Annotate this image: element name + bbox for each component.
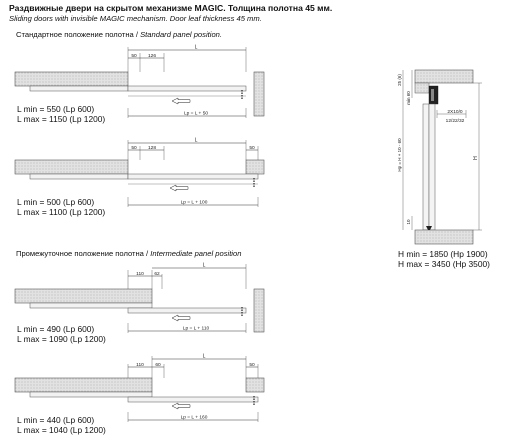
dim-label-h: H [473,156,479,160]
dim-label: 50 [131,146,137,151]
l-max-value: L max = 1100 (Lp 1200) [17,206,106,217]
section-heading-ru: Промежуточное положение полотна / [16,249,151,258]
dim-lp-label: Lp = L + 50 [183,111,209,117]
door-leaf [128,397,258,402]
section-heading-en: Intermediate panel position [150,249,242,258]
dim-label: 62 [154,272,160,277]
diagram-standard-2 [15,138,264,208]
door-leaf-pocket [30,86,128,91]
door-leaf [128,308,246,313]
page-title: Раздвижные двери на скрытом механизме MAGIC. Толщина полотна 45 мм. [9,3,333,13]
dim-label-top: 25 (6) [397,74,402,86]
dim-label-gap: 2X10/0 [447,110,463,115]
section-heading-ru: Стандартное положение полотна / [16,30,141,39]
dim-label: 128 [147,146,157,151]
dim-label: 126 [147,54,157,59]
door-leaf-section [429,104,435,230]
dim-label: 110 [136,363,144,368]
wall-left [15,160,128,174]
dim-label: 50 [249,146,255,151]
wall-right [246,378,264,392]
h-max-value: H max = 3450 (Hp 3500) [398,258,490,269]
slide-direction-arrow [170,185,188,191]
slide-direction-arrow [172,98,190,104]
door-leaf-pocket [30,392,152,397]
wall-right [254,289,264,332]
door-leaf-section [423,104,429,230]
page-subtitle: Sliding doors with invisible MAGIC mechanism. Door leaf thickness 45 mm. [9,14,262,23]
ceiling [415,70,473,83]
dim-label-hp: Hp = H + 10 - 60 [397,138,402,172]
dim-label-min: min 60 [406,91,411,105]
wall-right [254,72,264,116]
header-block [415,83,429,93]
door-leaf [128,174,258,179]
dim-label: 50 [249,363,255,368]
l-min-value: L min = 550 (Lp 600) [17,104,95,114]
diagram-standard-1 [15,45,264,119]
dim-lp-label: Lp = L + 110 [182,326,210,332]
door-leaf [128,86,246,91]
dim-lp-label: Lp = L + 100 [180,200,208,206]
dim-label-bottom: 10 [406,219,411,225]
l-min-value: L min = 440 (Lp 600) [17,415,95,425]
l-max-value: L max = 1040 (Lp 1200) [17,424,106,435]
wall-left [15,72,128,86]
slide-direction-arrow [172,403,190,409]
h-min-value: H min = 1850 (Hp 1900) [398,249,488,259]
diagram-intermediate-2 [15,354,264,423]
section-heading-en: Standard panel position. [140,30,222,39]
dim-l-label: L [202,262,206,269]
dim-label: 60 [155,363,161,368]
floor [415,230,473,244]
slide-direction-arrow [172,315,190,321]
vertical-section [397,70,482,244]
dim-label: 110 [136,272,144,277]
dim-label-thickness: 12/22/32 [445,119,465,124]
dim-label: 50 [131,54,137,59]
l-min-value: L min = 490 (Lp 600) [17,324,95,334]
wall-left [15,378,152,392]
dim-l-label: L [194,44,198,51]
wall-right [246,160,264,174]
diagram-intermediate-1 [15,263,264,334]
l-max-value: L max = 1090 (Lp 1200) [17,333,106,344]
dim-lp-label: Lp = L + 160 [180,415,208,421]
dim-l-label: L [194,137,198,144]
door-leaf-pocket [30,174,128,179]
dim-l-label: L [202,353,206,360]
wall-left [15,289,152,303]
l-min-value: L min = 500 (Lp 600) [17,197,95,207]
l-max-value: L max = 1150 (Lp 1200) [17,113,106,124]
mechanism-roller [431,89,434,101]
door-leaf-pocket [30,303,152,308]
